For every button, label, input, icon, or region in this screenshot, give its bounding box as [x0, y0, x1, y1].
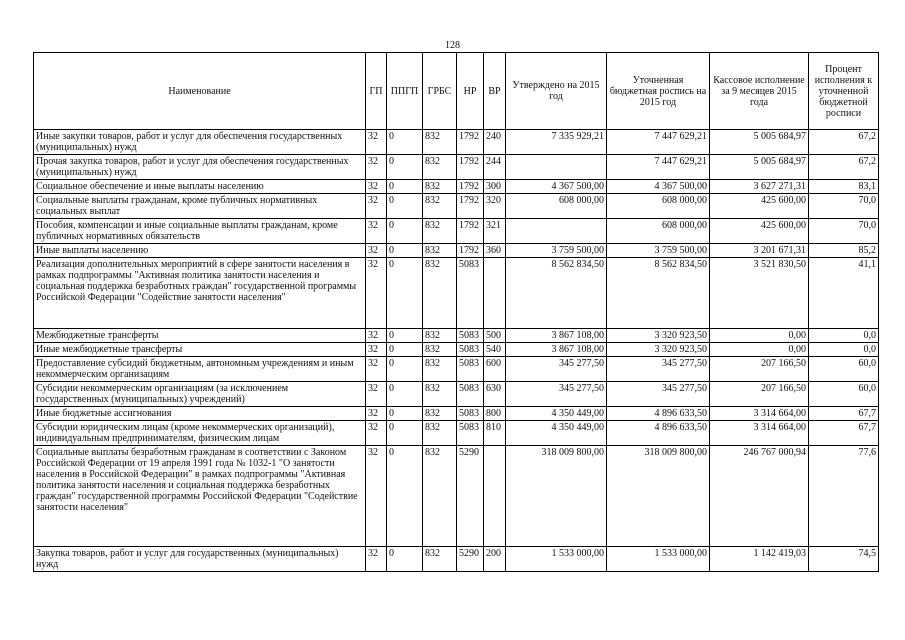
cell-nr: 1792 — [457, 194, 484, 219]
cell-nr: 1792 — [457, 244, 484, 258]
cell-gp: 32 — [366, 446, 387, 547]
cell-ppgp: 0 — [387, 244, 423, 258]
cell-grbs: 832 — [423, 130, 457, 155]
cell-nr: 1792 — [457, 130, 484, 155]
cell-grbs: 832 — [423, 194, 457, 219]
table-row — [34, 180, 879, 194]
cell-percent: 67,7 — [809, 421, 879, 446]
cell-grbs: 832 — [423, 155, 457, 180]
cell-nr: 1792 — [457, 219, 484, 244]
cell-cash: 425 600,00 — [710, 219, 809, 244]
cell-percent: 85,2 — [809, 244, 879, 258]
cell-approved: 8 562 834,50 — [506, 258, 607, 329]
cell-approved: 4 350 449,00 — [506, 421, 607, 446]
cell-grbs: 832 — [423, 180, 457, 194]
cell-name: Субсидии некоммерческим организациям (за исключением государственных (муниципальных) учреждений) — [34, 382, 366, 407]
cell-vr: 200 — [484, 547, 506, 572]
cell-cash: 207 166,50 — [710, 357, 809, 382]
table-row — [34, 219, 879, 244]
table-row — [34, 244, 879, 258]
cell-cash: 3 201 671,31 — [710, 244, 809, 258]
cell-nr: 5083 — [457, 343, 484, 357]
cell-grbs: 832 — [423, 446, 457, 547]
cell-gp: 32 — [366, 258, 387, 329]
header-refined: Уточненная бюджетная роспись на 2015 год — [607, 53, 710, 130]
cell-refined: 7 447 629,21 — [607, 155, 710, 180]
cell-cash: 3 314 664,00 — [710, 421, 809, 446]
cell-approved: 3 867 108,00 — [506, 329, 607, 343]
header-row — [34, 53, 879, 130]
cell-percent: 74,5 — [809, 547, 879, 572]
cell-gp: 32 — [366, 219, 387, 244]
header-grbs: ГРБС — [423, 53, 457, 130]
cell-grbs: 832 — [423, 329, 457, 343]
cell-refined: 4 896 633,50 — [607, 421, 710, 446]
table-row — [34, 130, 879, 155]
cell-gp: 32 — [366, 155, 387, 180]
cell-vr: 300 — [484, 180, 506, 194]
cell-vr: 500 — [484, 329, 506, 343]
cell-ppgp: 0 — [387, 130, 423, 155]
cell-grbs: 832 — [423, 382, 457, 407]
cell-vr: 540 — [484, 343, 506, 357]
header-gp: ГП — [366, 53, 387, 130]
cell-cash: 246 767 000,94 — [710, 446, 809, 547]
table-row — [34, 329, 879, 343]
cell-ppgp: 0 — [387, 155, 423, 180]
cell-gp: 32 — [366, 180, 387, 194]
table-row — [34, 194, 879, 219]
cell-approved — [506, 155, 607, 180]
cell-gp: 32 — [366, 329, 387, 343]
table-row — [34, 155, 879, 180]
cell-ppgp: 0 — [387, 258, 423, 329]
cell-cash: 0,00 — [710, 343, 809, 357]
cell-nr: 5083 — [457, 407, 484, 421]
cell-ppgp: 0 — [387, 343, 423, 357]
cell-approved: 3 759 500,00 — [506, 244, 607, 258]
table-row — [34, 407, 879, 421]
cell-gp: 32 — [366, 343, 387, 357]
cell-refined: 3 759 500,00 — [607, 244, 710, 258]
cell-name: Пособия, компенсации и иные социальные выплаты гражданам, кроме публичных нормативных обязательств — [34, 219, 366, 244]
table-row — [34, 343, 879, 357]
cell-percent: 41,1 — [809, 258, 879, 329]
cell-approved: 4 367 500,00 — [506, 180, 607, 194]
cell-ppgp: 0 — [387, 357, 423, 382]
cell-percent: 0,0 — [809, 343, 879, 357]
cell-refined: 4 896 633,50 — [607, 407, 710, 421]
cell-percent: 67,2 — [809, 130, 879, 155]
cell-vr: 630 — [484, 382, 506, 407]
cell-percent: 60,0 — [809, 357, 879, 382]
table-row — [34, 547, 879, 572]
cell-refined: 345 277,50 — [607, 357, 710, 382]
cell-ppgp: 0 — [387, 180, 423, 194]
cell-gp: 32 — [366, 194, 387, 219]
header-nr: НР — [457, 53, 484, 130]
cell-refined: 3 320 923,50 — [607, 329, 710, 343]
cell-grbs: 832 — [423, 343, 457, 357]
cell-nr: 5083 — [457, 329, 484, 343]
cell-vr: 600 — [484, 357, 506, 382]
cell-nr: 5083 — [457, 357, 484, 382]
cell-ppgp: 0 — [387, 547, 423, 572]
cell-name: Межбюджетные трансферты — [34, 329, 366, 343]
cell-nr: 1792 — [457, 180, 484, 194]
cell-percent: 83,1 — [809, 180, 879, 194]
budget-table — [33, 52, 879, 572]
cell-ppgp: 0 — [387, 421, 423, 446]
cell-nr: 5083 — [457, 258, 484, 329]
cell-approved: 345 277,50 — [506, 357, 607, 382]
cell-approved: 1 533 000,00 — [506, 547, 607, 572]
cell-vr — [484, 258, 506, 329]
header-approved: Утверждено на 2015 год — [506, 53, 607, 130]
cell-approved — [506, 219, 607, 244]
cell-cash: 3 521 830,50 — [710, 258, 809, 329]
cell-vr — [484, 446, 506, 547]
cell-name: Предоставление субсидий бюджетным, автономным учреждениям и иным некоммерческим организациям — [34, 357, 366, 382]
cell-name: Социальные выплаты безработным гражданам в соответствии с Законом Российской Федерации от 19 апреля 1991 года № 1032-1 "О занятости населения в Российской Федерации" в рамках подпрограммы "Активная политика занятости населения и социальная поддержка безработных граждан" государственной программы Российской Федерации "Содействие занятости населения" — [34, 446, 366, 547]
cell-grbs: 832 — [423, 407, 457, 421]
cell-approved: 608 000,00 — [506, 194, 607, 219]
header-cash: Кассовое исполнение за 9 месяцев 2015 года — [710, 53, 809, 130]
cell-refined: 7 447 629,21 — [607, 130, 710, 155]
cell-refined: 608 000,00 — [607, 194, 710, 219]
cell-gp: 32 — [366, 244, 387, 258]
cell-ppgp: 0 — [387, 219, 423, 244]
cell-approved: 7 335 929,21 — [506, 130, 607, 155]
cell-ppgp: 0 — [387, 329, 423, 343]
cell-cash: 207 166,50 — [710, 382, 809, 407]
cell-grbs: 832 — [423, 421, 457, 446]
cell-grbs: 832 — [423, 244, 457, 258]
cell-name: Прочая закупка товаров, работ и услуг для обеспечения государственных (муниципальных) нужд — [34, 155, 366, 180]
cell-cash: 5 005 684,97 — [710, 155, 809, 180]
cell-ppgp: 0 — [387, 446, 423, 547]
cell-name: Закупка товаров, работ и услуг для государственных (муниципальных) нужд — [34, 547, 366, 572]
cell-name: Иные бюджетные ассигнования — [34, 407, 366, 421]
cell-ppgp: 0 — [387, 382, 423, 407]
cell-name: Социальное обеспечение и иные выплаты населению — [34, 180, 366, 194]
cell-cash: 0,00 — [710, 329, 809, 343]
cell-vr: 810 — [484, 421, 506, 446]
cell-name: Субсидии юридическим лицам (кроме некоммерческих организаций), индивидуальным предпринимателям, физическим лицам — [34, 421, 366, 446]
cell-vr: 244 — [484, 155, 506, 180]
cell-nr: 5290 — [457, 446, 484, 547]
cell-cash: 1 142 419,03 — [710, 547, 809, 572]
cell-refined: 3 320 923,50 — [607, 343, 710, 357]
cell-refined: 318 009 800,00 — [607, 446, 710, 547]
cell-percent: 0,0 — [809, 329, 879, 343]
cell-approved: 3 867 108,00 — [506, 343, 607, 357]
cell-ppgp: 0 — [387, 194, 423, 219]
table-row — [34, 357, 879, 382]
cell-approved: 4 350 449,00 — [506, 407, 607, 421]
cell-cash: 5 005 684,97 — [710, 130, 809, 155]
cell-nr: 5083 — [457, 382, 484, 407]
cell-vr: 321 — [484, 219, 506, 244]
cell-name: Иные межбюджетные трансферты — [34, 343, 366, 357]
cell-approved: 345 277,50 — [506, 382, 607, 407]
cell-refined: 8 562 834,50 — [607, 258, 710, 329]
cell-refined: 1 533 000,00 — [607, 547, 710, 572]
cell-nr: 1792 — [457, 155, 484, 180]
cell-gp: 32 — [366, 407, 387, 421]
header-ppgp: ППГП — [387, 53, 423, 130]
cell-name: Иные закупки товаров, работ и услуг для обеспечения государственных (муниципальных) нужд — [34, 130, 366, 155]
cell-percent: 70,0 — [809, 194, 879, 219]
cell-approved: 318 009 800,00 — [506, 446, 607, 547]
table-row — [34, 382, 879, 407]
cell-percent: 67,2 — [809, 155, 879, 180]
cell-percent: 70,0 — [809, 219, 879, 244]
page-number: 128 — [445, 40, 460, 51]
cell-nr: 5083 — [457, 421, 484, 446]
cell-gp: 32 — [366, 547, 387, 572]
cell-refined: 345 277,50 — [607, 382, 710, 407]
cell-refined: 4 367 500,00 — [607, 180, 710, 194]
cell-name: Иные выплаты населению — [34, 244, 366, 258]
cell-gp: 32 — [366, 357, 387, 382]
cell-refined: 608 000,00 — [607, 219, 710, 244]
cell-vr: 240 — [484, 130, 506, 155]
cell-gp: 32 — [366, 130, 387, 155]
cell-name: Реализация дополнительных мероприятий в сфере занятости населения в рамках подпрограммы "Активная политика занятости населения и социальная поддержка безработных граждан" государственной программы Российской Федерации "Содействие занятости населения" — [34, 258, 366, 329]
cell-ppgp: 0 — [387, 407, 423, 421]
cell-name: Социальные выплаты гражданам, кроме публичных нормативных социальных выплат — [34, 194, 366, 219]
cell-cash: 425 600,00 — [710, 194, 809, 219]
cell-vr: 320 — [484, 194, 506, 219]
cell-vr: 360 — [484, 244, 506, 258]
cell-grbs: 832 — [423, 219, 457, 244]
cell-percent: 67,7 — [809, 407, 879, 421]
cell-percent: 60,0 — [809, 382, 879, 407]
header-percent: Процент исполнения к уточненной бюджетной росписи — [809, 53, 879, 130]
header-vr: ВР — [484, 53, 506, 130]
cell-cash: 3 627 271,31 — [710, 180, 809, 194]
cell-percent: 77,6 — [809, 446, 879, 547]
table-row — [34, 446, 879, 547]
cell-gp: 32 — [366, 382, 387, 407]
cell-cash: 3 314 664,00 — [710, 407, 809, 421]
cell-grbs: 832 — [423, 357, 457, 382]
cell-grbs: 832 — [423, 258, 457, 329]
header-name: Наименование — [34, 53, 366, 130]
table-row — [34, 258, 879, 329]
table-body — [34, 130, 879, 572]
table-row — [34, 421, 879, 446]
cell-grbs: 832 — [423, 547, 457, 572]
cell-vr: 800 — [484, 407, 506, 421]
cell-gp: 32 — [366, 421, 387, 446]
cell-nr: 5290 — [457, 547, 484, 572]
